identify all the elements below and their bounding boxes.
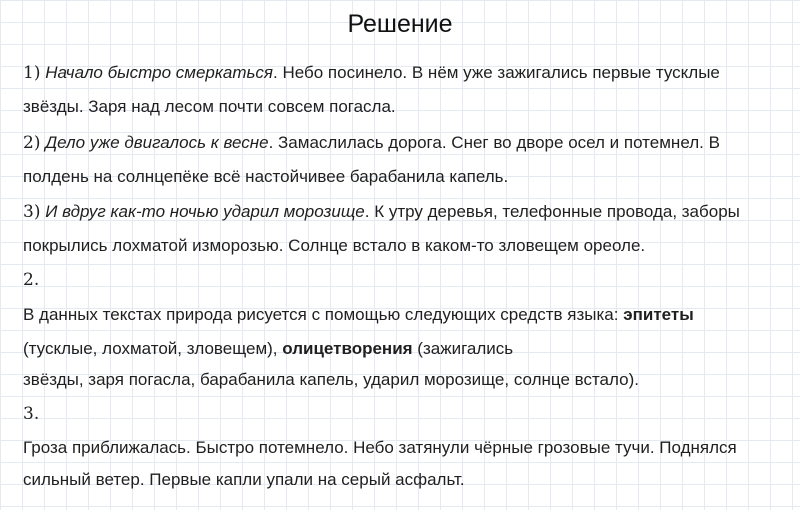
task-2-examples: (тусклые, лохматой, зловещем), [23, 339, 283, 358]
task-2-examples-cont: (зажигались [412, 339, 514, 358]
task-2-line-3: звёзды, заря погасла, барабанила капель, ударил морозище, солнце встало). [23, 370, 639, 389]
paragraph-3-text: . К утру деревья, телефонные провода, заборы [364, 202, 740, 221]
task-2-line-2 [23, 338, 513, 360]
paragraph-2-line-1 [23, 132, 720, 154]
paragraph-2-line-2: полдень на солнцепёке всё настойчивее барабанила капель. [23, 167, 509, 186]
paragraph-3-line-2: покрылись лохматой изморозью. Солнце встало в каком-то зловещем ореоле. [23, 236, 646, 255]
paragraph-3-line-1 [23, 201, 740, 223]
term-epithets: эпитеты [623, 305, 694, 324]
paragraph-1-italic-phrase: Начало быстро смеркаться [45, 63, 274, 82]
term-personification: олицетворения [282, 339, 413, 358]
paragraph-2-text: . Замаслилась дорога. Снег во дворе осел и потемнел. В [268, 133, 720, 152]
paragraph-1-line-1 [23, 62, 720, 84]
task-2-line-1 [23, 304, 694, 326]
item-number-1: 1) [23, 63, 41, 83]
item-number-3: 3) [23, 202, 41, 222]
paragraph-1-text: . Небо посинело. В нём уже зажигались первые тусклые [273, 63, 720, 82]
paragraph-3-italic-phrase: И вдруг как-то ночью ударил морозище [45, 202, 365, 221]
task-3-line-2: сильный ветер. Первые капли упали на серый асфальт. [23, 470, 465, 489]
paragraph-2-italic-phrase: Дело уже двигалось к весне [45, 133, 269, 152]
task-3-number: 3. [23, 404, 40, 424]
task-3-line-1: Гроза приближалась. Быстро потемнело. Небо затянули чёрные грозовые тучи. Поднялся [23, 438, 737, 457]
task-2-text: В данных текстах природа рисуется с помощью следующих средств языка: [23, 305, 624, 324]
task-2-number: 2. [23, 270, 40, 290]
item-number-2: 2) [23, 133, 41, 153]
paragraph-1-line-2: звёзды. Заря над лесом почти совсем погасла. [23, 97, 396, 116]
page-title: Решение [347, 10, 453, 38]
